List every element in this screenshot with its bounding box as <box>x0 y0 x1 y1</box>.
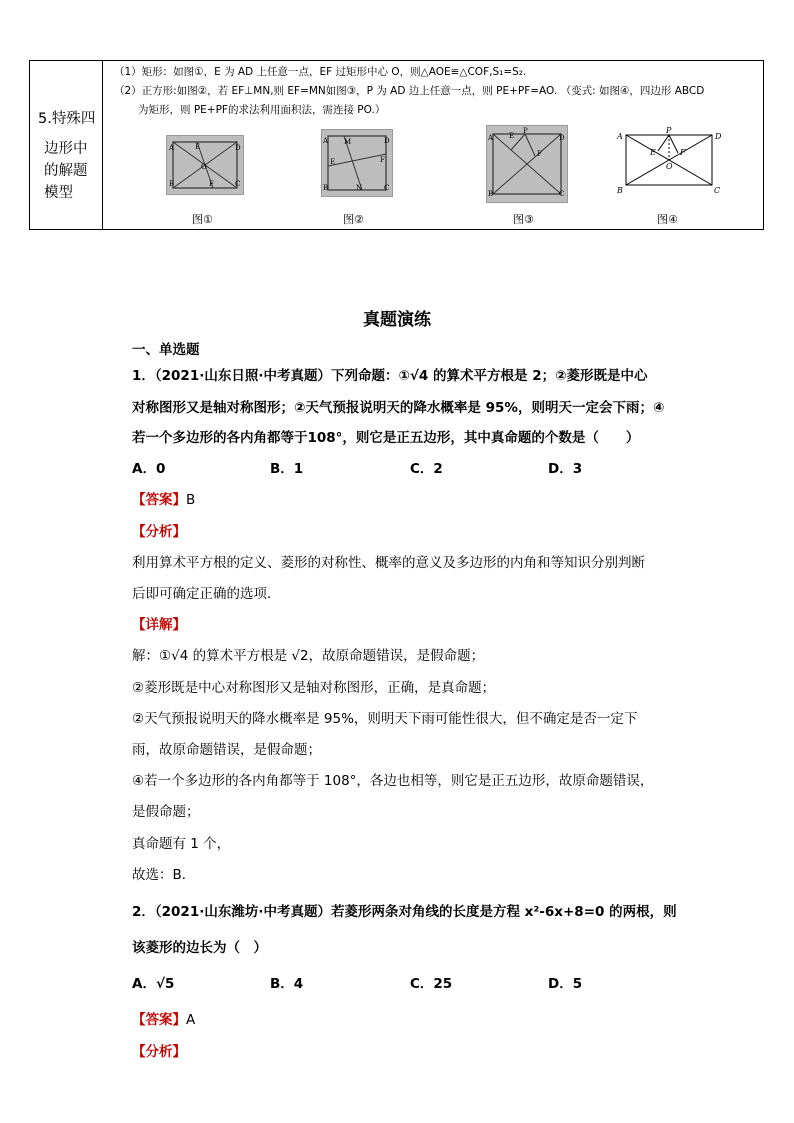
figure-1 <box>166 135 244 195</box>
analysis-label: 【分析】 <box>132 524 186 540</box>
detail-line: 雨，故原命题错误，是假命题； <box>132 742 321 758</box>
detail-line: 解：①√4 的算术平方根是 √2，故原命题错误，是假命题； <box>132 648 485 664</box>
analysis-label: 【分析】 <box>132 1044 186 1060</box>
q1-line: 1．（2021·山东日照·中考真题）下列命题：①√4 的算术平方根是 2；②菱形既是中心 <box>132 368 648 384</box>
detail-line: ②天气预报说明天的降水概率是 95%，则明天下雨可能性很大，但不确定是否一定下 <box>132 711 638 727</box>
fig4-label: P <box>666 127 672 135</box>
detail-label: 【详解】 <box>132 617 186 633</box>
fig2-label: F <box>380 156 385 164</box>
section-subtitle: 一、单选题 <box>132 342 200 358</box>
table-text-line: 为矩形，则 PE+PF的求法利用面积法，需连接 PO.） <box>138 104 386 116</box>
fig3-label: E <box>509 132 515 140</box>
q2-answer <box>132 1008 195 1028</box>
fig2-label: N <box>356 184 363 192</box>
section-title: 真题演练 <box>363 310 431 330</box>
left-line: 边形中 <box>44 141 88 157</box>
fig1-label: F <box>209 180 214 188</box>
q1-line: 对称图形又是轴对称图形；②天气预报说明天的降水概率是 95%，则明天一定会下雨；④ <box>132 400 665 416</box>
q2-line: 该菱形的边长为（ ） <box>132 940 267 956</box>
fig1-label: C <box>235 180 241 188</box>
fig3-label: F <box>537 150 542 158</box>
fig3-label: C <box>559 190 565 198</box>
model-table <box>29 60 764 230</box>
fig4-label: F <box>680 148 686 157</box>
fig3-label: P <box>523 127 528 135</box>
q2-option: C．25 <box>410 976 453 992</box>
q2-option: D．5 <box>548 976 583 992</box>
analysis-line: 利用算术平方根的定义、菱形的对称性、概率的意义及多边形的内角和等知识分别判断 <box>132 555 645 571</box>
fig1-label: O <box>201 163 207 171</box>
figure-4 <box>614 127 724 197</box>
fig1-label: A <box>169 144 175 152</box>
fig2-label: B <box>323 184 329 192</box>
left-line: 5.特殊四 <box>38 111 96 127</box>
detail-line: 是假命题； <box>132 804 200 820</box>
fig4-label: D <box>715 132 722 141</box>
answer-label: 【答案】 <box>132 492 186 508</box>
fig3-label: A <box>488 134 494 142</box>
fig2-label: C <box>384 184 390 192</box>
fig4-label: E <box>650 148 656 157</box>
q2-option: B．4 <box>270 976 304 992</box>
answer-value: B <box>186 492 196 508</box>
caption: 图④ <box>657 213 678 226</box>
q1-answer <box>132 488 195 508</box>
figure-3 <box>486 125 568 203</box>
q2-option: A．√5 <box>132 976 175 992</box>
q1-option: C．2 <box>410 461 443 477</box>
left-line: 的解题 <box>44 163 88 179</box>
fig1-label: B <box>169 180 175 188</box>
answer-value: A <box>186 1012 196 1028</box>
fig3-label: B <box>488 190 494 198</box>
fig2-label: D <box>384 137 390 145</box>
left-line: 模型 <box>44 185 73 201</box>
fig4-label: C <box>714 186 721 195</box>
table-text-line: （2）正方形:如图②，若 EF⊥MN,则 EF=MN如图③，P 为 AD 边上任意一点，则 PE+PF=AO. （变式: 如图④，四边形 ABCD <box>114 85 705 97</box>
detail-line: ④若一个多边形的各内角都等于 108°，各边也相等，则它是正五边形，故原命题错误， <box>132 773 654 789</box>
answer-label: 【答案】 <box>132 1012 186 1028</box>
caption: 图① <box>192 213 213 226</box>
fig3-label: D <box>559 134 565 142</box>
fig2-label: E <box>330 158 336 166</box>
analysis-line: 后即可确定正确的选项． <box>132 586 281 602</box>
q2-line: 2．（2021·山东潍坊·中考真题）若菱形两条对角线的长度是方程 x²-6x+8=0 的两根，则 <box>132 904 677 920</box>
fig4-label: A <box>617 132 623 141</box>
q1-line: 若一个多边形的各内角都等于108°，则它是正五边形，其中真命题的个数是（ ） <box>132 430 640 446</box>
q1-option: D．3 <box>548 461 583 477</box>
fig2-label: A <box>323 137 329 145</box>
q1-option: B．1 <box>270 461 304 477</box>
table-left-cell <box>30 61 103 229</box>
fig1-label: D <box>235 144 241 152</box>
detail-line: 真命题有 1 个， <box>132 836 231 852</box>
detail-line: ②菱形既是中心对称图形又是轴对称图形，正确，是真命题； <box>132 680 496 696</box>
figure-2 <box>321 129 393 197</box>
detail-line: 故选：B． <box>132 867 196 883</box>
table-text-line: （1）矩形：如图①，E 为 AD 上任意一点，EF 过矩形中心 O，则△AOE≌△COF,S₁=S₂. <box>114 66 527 78</box>
fig1-label: E <box>195 143 201 151</box>
fig4-label: B <box>617 186 623 195</box>
fig2-label: M <box>344 138 352 146</box>
fig4-label: O <box>666 162 673 171</box>
caption: 图③ <box>513 213 534 226</box>
q1-option: A．0 <box>132 461 166 477</box>
caption: 图② <box>343 213 364 226</box>
